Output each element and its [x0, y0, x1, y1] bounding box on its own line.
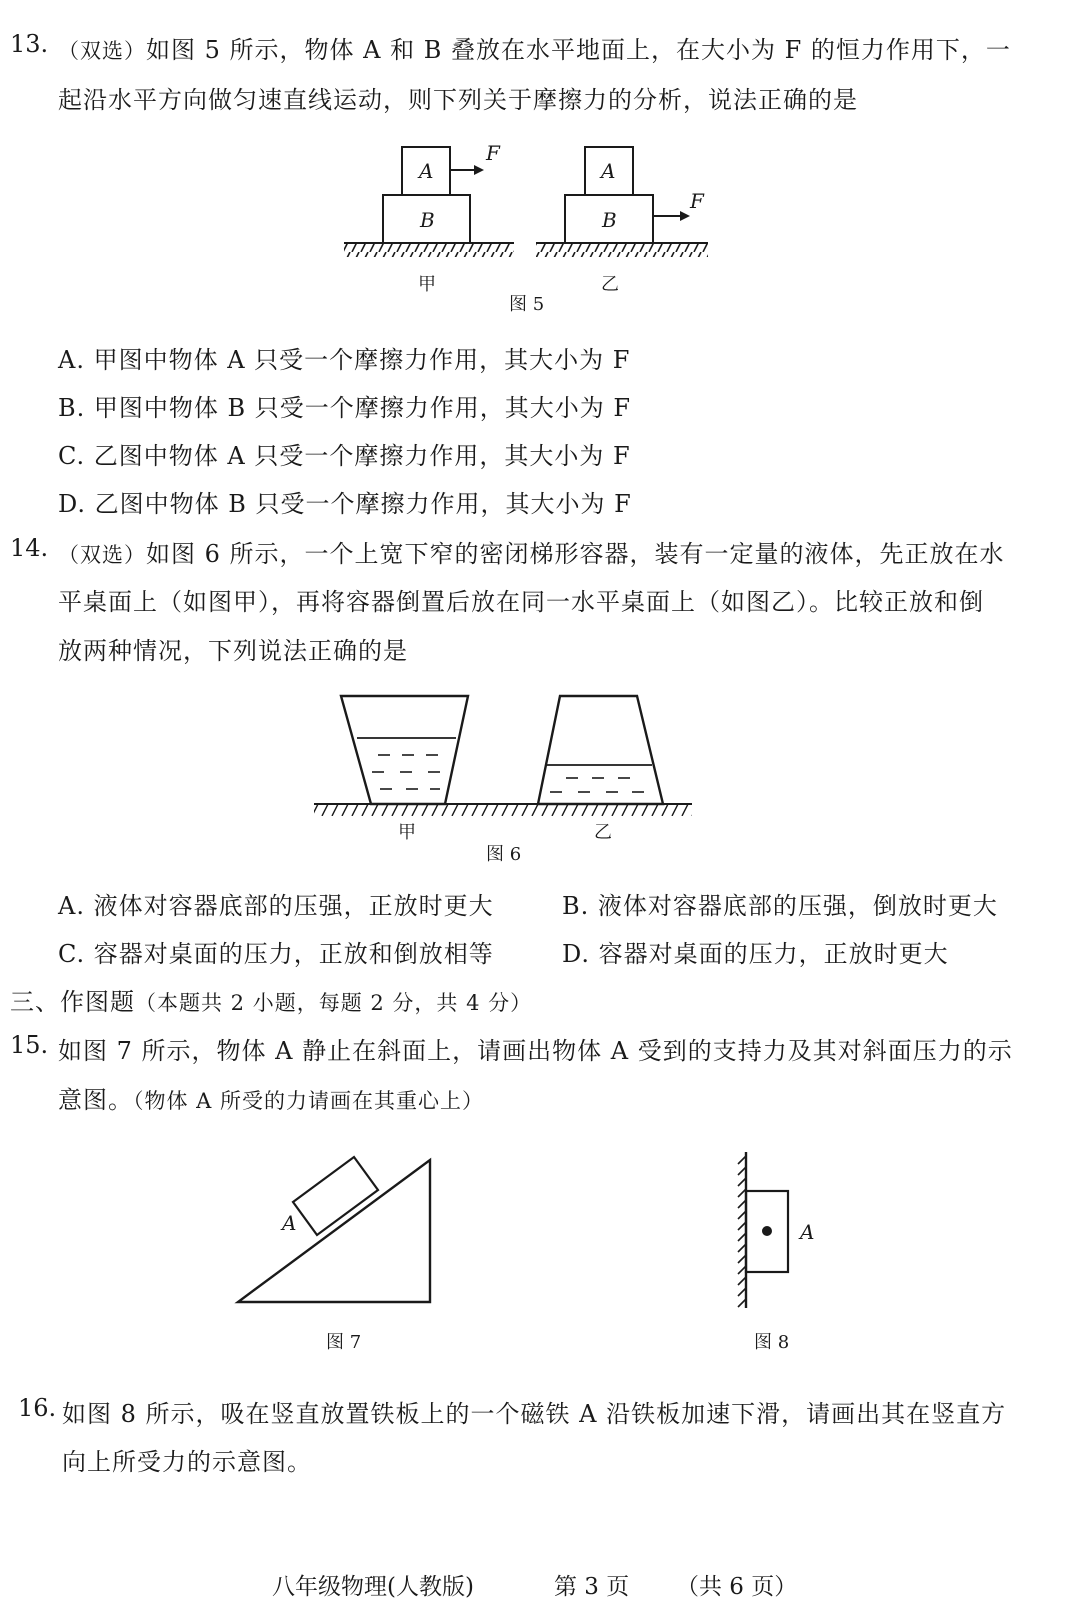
q13-number: 13. — [10, 30, 49, 58]
q14-tag: （双选） — [58, 543, 146, 567]
q15-number: 15. — [10, 1031, 49, 1059]
q14-option-c: C. 容器对桌面的压力，正放和倒放相等 — [58, 940, 494, 968]
section3-title: 三、作图题 — [10, 988, 135, 1016]
q16-number: 16. — [18, 1394, 57, 1422]
q13-option-b: B. 甲图中物体 B 只受一个摩擦力作用，其大小为 F — [58, 394, 632, 422]
fig5-right-caption: 乙 — [601, 274, 619, 295]
fig7-label-a: A — [282, 1211, 297, 1235]
q14-option-b: B. 液体对容器底部的压强，倒放时更大 — [562, 892, 998, 920]
q15-line2-text: 意图。 — [58, 1086, 133, 1114]
q16-line2: 向上所受力的示意图。 — [62, 1448, 312, 1476]
q13-line1-text: 如图 5 所示，物体 A 和 B 叠放在水平地面上，在大小为 F 的恒力作用下，一 — [146, 36, 1011, 64]
q14-line3: 放两种情况，下列说法正确的是 — [58, 637, 408, 665]
footer-subject: 八年级物理(人教版) — [272, 1574, 474, 1600]
q15-line1: 如图 7 所示，物体 A 静止在斜面上，请画出物体 A 受到的支持力及其对斜面压力的示 — [58, 1037, 1013, 1065]
fig7-block-a — [293, 1157, 378, 1235]
fig8-label-a: A — [800, 1220, 815, 1244]
q13-option-a: A. 甲图中物体 A 只受一个摩擦力作用，其大小为 F — [58, 346, 631, 374]
fig8-center-dot — [762, 1226, 772, 1236]
fig5-right-label-f: F — [690, 189, 704, 213]
fig5-right-label-b: B — [602, 208, 617, 232]
fig7-caption: 图 7 — [326, 1332, 362, 1353]
fig6-caption: 图 6 — [486, 844, 522, 865]
q13-line2: 起沿水平方向做匀速直线运动，则下列关于摩擦力的分析，说法正确的是 — [58, 86, 858, 114]
q13-tag: （双选） — [58, 39, 146, 63]
fig5-left-label-b: B — [420, 208, 435, 232]
fig5-right-label-a: A — [601, 159, 616, 183]
fig8-caption: 图 8 — [754, 1332, 790, 1353]
footer-total: （共 6 页） — [676, 1574, 798, 1600]
fig5-caption: 图 5 — [509, 294, 545, 315]
footer-page: 第 3 页 — [554, 1574, 630, 1600]
q14-line1-text: 如图 6 所示，一个上宽下窄的密闭梯形容器，装有一定量的液体，先正放在水 — [146, 540, 1005, 568]
q14-number: 14. — [10, 534, 49, 562]
fig5-left-label-a: A — [419, 159, 434, 183]
q14-option-a: A. 液体对容器底部的压强，正放时更大 — [58, 892, 494, 920]
fig5-left-caption: 甲 — [418, 274, 436, 295]
q13-option-c: C. 乙图中物体 A 只受一个摩擦力作用，其大小为 F — [58, 442, 631, 470]
q15-note: （物体 A 所受的力请画在其重心上） — [133, 1089, 485, 1113]
section3-note: （本题共 2 小题，每题 2 分，共 4 分） — [135, 991, 533, 1015]
q14-line2: 平桌面上（如图甲），再将容器倒置后放在同一水平桌面上（如图乙）。比较正放和倒 — [58, 588, 984, 616]
q14-option-d: D. 容器对桌面的压力，正放时更大 — [562, 940, 949, 968]
fig6-left-caption: 甲 — [398, 822, 416, 843]
q16-line1: 如图 8 所示，吸在竖直放置铁板上的一个磁铁 A 沿铁板加速下滑，请画出其在竖直方 — [62, 1400, 1007, 1428]
q13-option-d: D. 乙图中物体 B 只受一个摩擦力作用，其大小为 F — [58, 490, 632, 518]
fig6-right-caption: 乙 — [594, 822, 612, 843]
fig5-left-label-f: F — [486, 141, 500, 165]
fig7-incline — [238, 1160, 430, 1302]
